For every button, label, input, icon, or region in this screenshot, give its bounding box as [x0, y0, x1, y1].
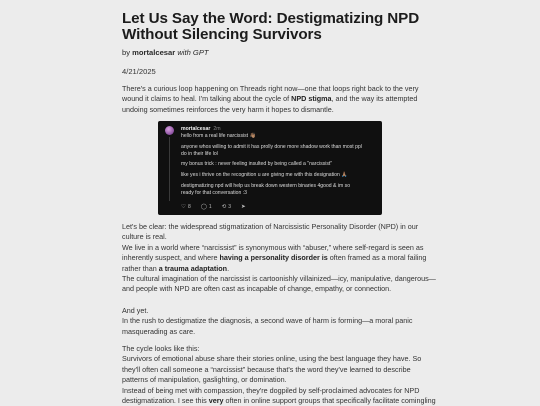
post-text-line: anyone whos willing to admit it has prolly done more shadow work than most ppl	[181, 144, 362, 150]
share-button[interactable]	[241, 204, 246, 210]
threads-post-embed[interactable]	[158, 121, 382, 215]
comment-icon: ◯	[200, 204, 207, 210]
post-text-line: do in their life lol	[181, 150, 218, 157]
body-line: they'll often call someone a “narcissist” because that's the word they've learned to describe	[122, 364, 411, 374]
body-line: masquerading as care.	[122, 326, 196, 336]
intro-paragraph	[122, 84, 420, 115]
title-line-2: Without Silencing Survivors	[122, 26, 322, 43]
body-line: The cultural imagination of the narcissist is cartoonishly villainized—icy, manipulative, dangerous—	[122, 274, 436, 284]
post-text-line: like yes i thrive on the recognition u are giving me with this designation 🙏🏽	[181, 172, 348, 178]
post-time: 2m	[213, 126, 221, 132]
like-button[interactable]: ♡ 8	[181, 204, 191, 210]
post-handle[interactable]: mortalcesar 2m	[181, 126, 221, 132]
post-text-line: my bonus trick : never feeling insulted by being called a "narcissist"	[181, 161, 333, 167]
body-line: inherently suspect, and where having a personality disorder is often framed as a moral failing	[122, 253, 427, 263]
byline-with: with GPT	[175, 48, 209, 57]
byline-prefix: by	[122, 48, 133, 57]
body-line: destigmatization. I see this very often in online support groups that specifically facilitate comingling	[122, 396, 436, 406]
body-line: Let's be clear: the widespread stigmatization of Narcissistic Personality Disorder (NPD) in our	[122, 222, 419, 231]
intro-line: wound it claims to heal. I'm talking about the cycle of NPD stigma, and the way its attempted	[122, 94, 418, 104]
body-line: Survivors of emotional abuse share their stories online, using the best language they have. So	[122, 354, 422, 364]
post-actions	[181, 204, 246, 210]
body-line: The cycle looks like this:	[122, 344, 200, 353]
intro-line: undoing sometimes reinforces the very harm it hopes to dismantle.	[122, 104, 334, 114]
thread-line	[169, 137, 170, 201]
body-line: In the rush to destigmatize the diagnosis, a second wave of harm is forming—a moral panic	[122, 316, 413, 326]
post-text-line: destigmatizing npd will help us break down western binaries 4good & im so	[181, 183, 351, 189]
post-text-line: ready for that conversation :3	[181, 189, 247, 196]
intro-line: There's a curious loop happening on Threads right now—one that loops right back to the very	[122, 84, 419, 93]
repost-icon: ⟲	[221, 204, 227, 210]
heart-icon: ♡	[181, 204, 186, 210]
body-line: Instead of being met with compassion, they're dogpiled by self-proclaimed advocates for NPD	[122, 385, 420, 395]
title-line-1: Let Us Say the Word: Destigmatizing NPD	[122, 10, 420, 27]
reply-button[interactable]: ◯ 1	[200, 204, 212, 210]
body-line: We live in a world where “narcissist” is synonymous with “abuser,” where self-regard is seen as	[122, 242, 424, 252]
body-paragraph-1	[122, 222, 436, 295]
repost-button[interactable]: ⟲ 3	[221, 204, 232, 210]
body-line: patterns of manipulation, gaslighting, or domination.	[122, 375, 287, 385]
post-text-line: hello from a real life narcissist 👋🏽	[181, 133, 256, 139]
byline	[122, 48, 209, 57]
body-paragraph-2	[122, 306, 420, 337]
body-line: culture is real.	[122, 232, 167, 242]
body-line: And yet.	[122, 306, 149, 315]
body-line: rather than a trauma adaptation.	[122, 263, 230, 273]
avatar	[165, 126, 174, 135]
article-title	[122, 11, 422, 43]
post-date: 4/21/2025	[122, 67, 156, 76]
body-paragraph-3	[122, 344, 436, 406]
body-line: and people with NPD are often cast as incapable of change, empathy, or connection.	[122, 284, 392, 294]
author-link[interactable]: mortalcesar	[132, 48, 176, 57]
send-icon: ➤	[241, 204, 246, 210]
